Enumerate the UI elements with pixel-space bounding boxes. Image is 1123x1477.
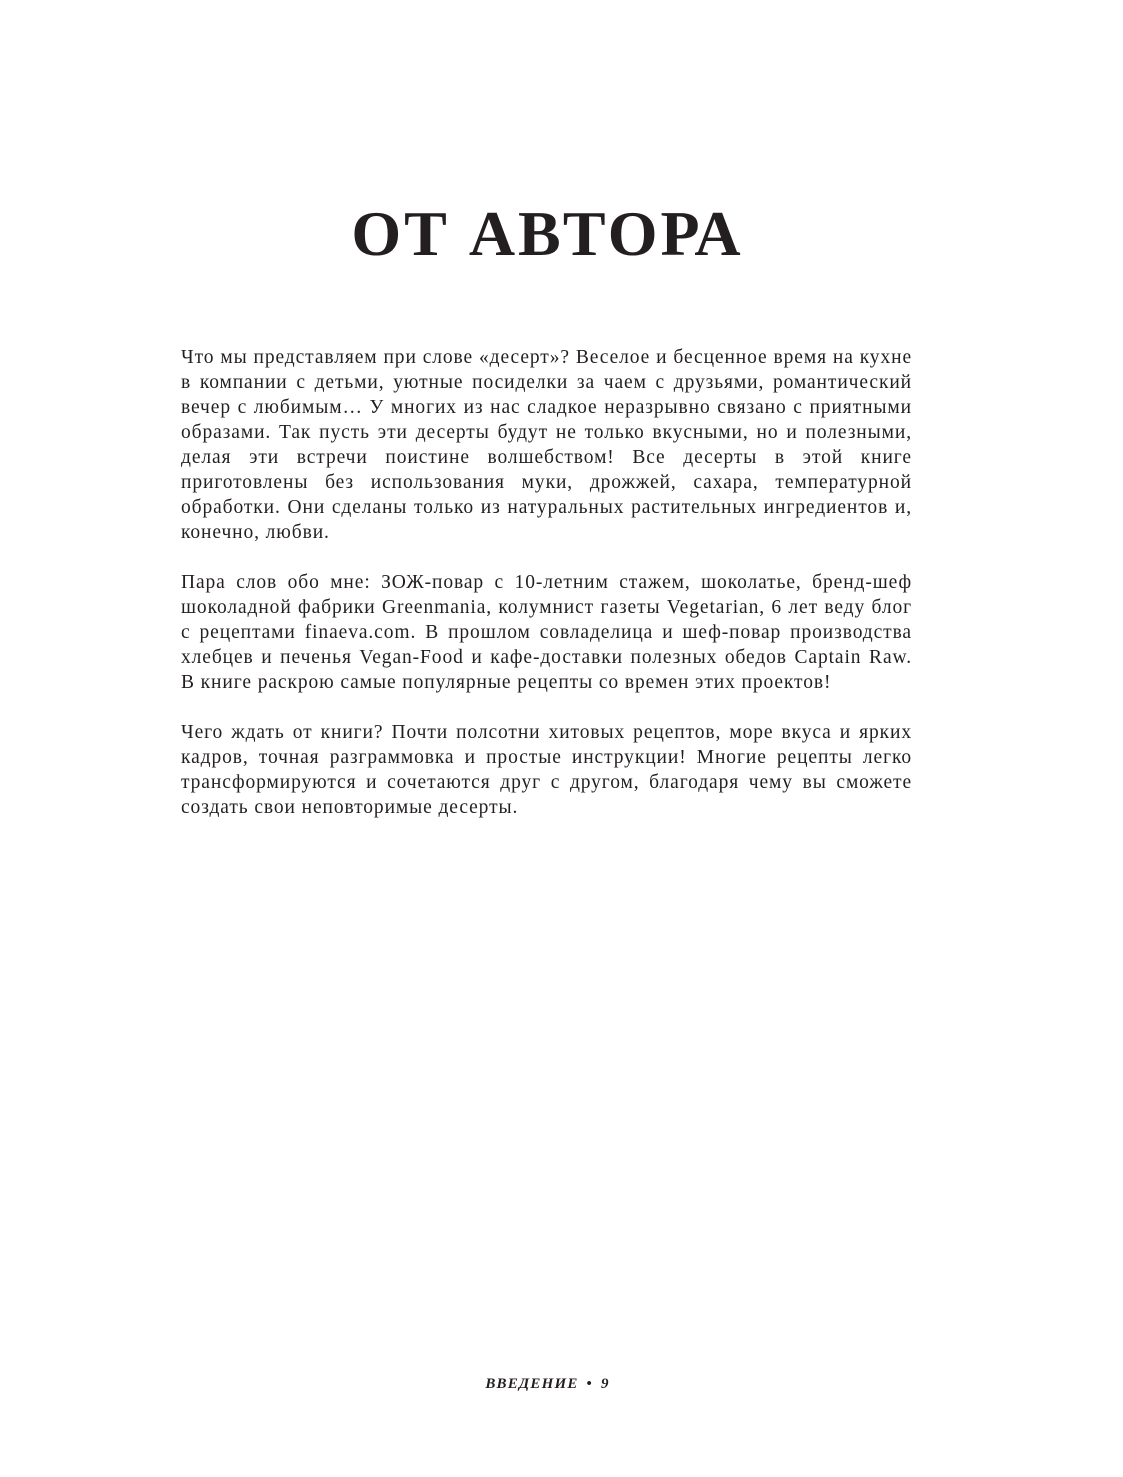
footer-section-name: ВВЕДЕНИЕ — [485, 1376, 579, 1392]
paragraph-about-author: Пара слов обо мне: ЗОЖ-повар с 10-летним стажем, шоколатье, бренд-шеф шоколадной фабрики Greenmania, колумнист газеты Vegetarian, 6 лет веду блог с рецептами finaeva.com. В прошлом совладелица и шеф-повар производства хлебцев и печенья Vegan-Food и кафе-доставки полезных обедов Captain Raw. В книге раскрою самые популярные рецепты со времен этих проектов! — [181, 572, 912, 693]
paragraph-book-contents: Чего ждать от книги? Почти полсотни хитовых рецептов, море вкуса и ярких кадров, точная разграммовка и простые инструкции! Многие рецепты легко трансформируются и сочетаются друг с другом, благодаря чему вы сможете создать свои неповторимые десерты. — [181, 722, 912, 818]
footer-separator: • — [586, 1376, 593, 1392]
running-footer — [0, 1374, 1095, 1394]
page-number: 9 — [600, 1376, 610, 1392]
body-text — [181, 345, 912, 845]
paragraph-intro: Что мы представляем при слове «десерт»? Веселое и бесценное время на кухне в компании с детьми, уютные посиделки за чаем с друзьями, романтический вечер с любимым… У многих из нас сладкое неразрывно связано с приятными образами. Так пусть эти десерты будут не только вкусными, но и полезными, делая эти встречи поистине волшебством! Все десерты в этой книге приготовлены без использования муки, дрожжей, сахара, температурной обработки. Они сделаны только из натуральных растительных ингредиентов и, конечно, любви. — [181, 347, 912, 543]
page-title: ОТ АВТОРА — [351, 198, 744, 269]
